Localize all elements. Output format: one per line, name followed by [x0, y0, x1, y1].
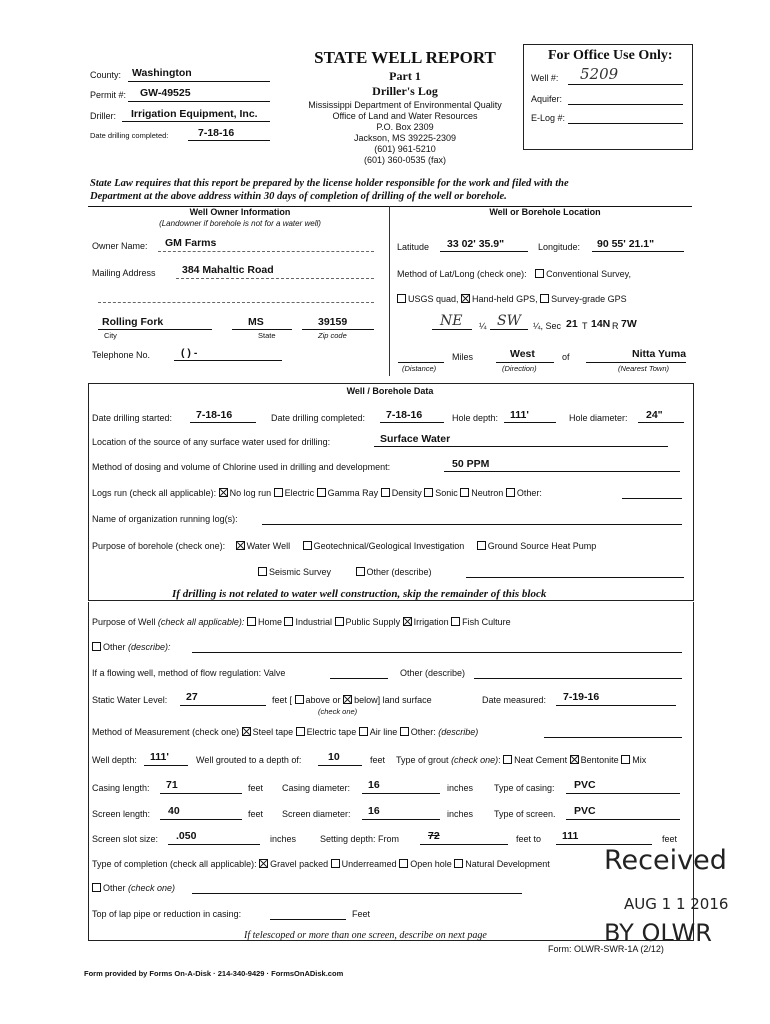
irrigation-checkbox[interactable] [403, 617, 412, 626]
other-purpose-checkbox[interactable] [356, 567, 365, 576]
range-label: R [612, 321, 619, 331]
other-completion-checkbox[interactable] [92, 883, 101, 892]
gravel-packed-checkbox[interactable] [259, 859, 268, 868]
gamma-ray-checkbox[interactable] [317, 488, 326, 497]
purpose-well-row [92, 617, 511, 628]
slot-size-label: Screen slot size: [92, 834, 159, 844]
elog-label: E-Log #: [531, 113, 566, 123]
dept-line-4: Jackson, MS 39225-2309 [353, 133, 457, 143]
driller-value[interactable]: Irrigation Equipment, Inc. [131, 108, 258, 120]
other-measure-checkbox[interactable] [400, 727, 409, 736]
screen-type-value[interactable]: PVC [574, 805, 596, 817]
flowing-other-label: Other (describe) [400, 668, 466, 678]
seismic-label: Seismic Survey [269, 567, 332, 577]
below-checkbox[interactable] [343, 695, 352, 704]
conventional-survey-label: Conventional Survey, [546, 269, 631, 279]
skip-note: If drilling is not related to water well construction, skip the remainder of this block [172, 588, 547, 600]
screen-diameter-label: Screen diameter: [282, 809, 351, 819]
form-id: Form: OLWR-SWR-1A (2/12) [548, 944, 664, 954]
permit-label: Permit #: [90, 90, 127, 100]
home-label: Home [257, 617, 282, 627]
water-well-checkbox[interactable] [236, 541, 245, 550]
electric-tape-checkbox[interactable] [296, 727, 305, 736]
no-log-run-checkbox[interactable] [219, 488, 228, 497]
purpose-well-hint: (check all applicable): [157, 617, 245, 627]
received-date-stamp: AUG 1 1 2016 [624, 895, 729, 913]
dept-line-5: (601) 961-5210 [374, 144, 436, 154]
natural-development-checkbox[interactable] [454, 859, 463, 868]
static-above-below-row [272, 695, 432, 706]
setting-to-label: feet to [516, 834, 542, 844]
latlong-method-label [397, 269, 631, 280]
town-value[interactable]: Nitta Yuma [632, 348, 687, 360]
date-started-value[interactable]: 7-18-16 [196, 409, 233, 421]
county-value[interactable]: Washington [132, 67, 192, 79]
usgs-quad-checkbox[interactable] [397, 294, 406, 303]
grout-type-hint: (check one) [451, 755, 499, 765]
handheld-gps-checkbox[interactable] [461, 294, 470, 303]
casing-diameter-value[interactable]: 16 [368, 779, 380, 791]
well-depth-value[interactable]: 111' [150, 751, 169, 763]
log-org-label: Name of organization running log(s): [92, 514, 238, 524]
latlong-options [397, 294, 627, 305]
bentonite-checkbox[interactable] [570, 755, 579, 764]
hole-diameter-value[interactable]: 24" [646, 409, 663, 421]
miles-label: Miles [452, 352, 474, 362]
above-label: above or [305, 695, 341, 705]
distance-caption: (Distance) [402, 364, 437, 373]
logs-run-row [92, 488, 542, 499]
dept-line-6: (601) 360-0535 (fax) [363, 155, 447, 165]
open-hole-label: Open hole [410, 859, 452, 869]
zip-label: Zip code [318, 331, 347, 340]
fish-culture-checkbox[interactable] [451, 617, 460, 626]
hole-depth-value[interactable]: 111' [510, 409, 529, 421]
above-checkbox[interactable] [295, 695, 304, 704]
screen-diameter-value[interactable]: 16 [368, 805, 380, 817]
well-number-value[interactable]: 5209 [580, 65, 619, 83]
date-measured-value[interactable]: 7-19-16 [563, 691, 600, 703]
measurement-hint: (check one) [192, 727, 240, 737]
usgs-quad-label: USGS quad, [408, 294, 459, 304]
latitude-value[interactable]: 33 02' 35.9" [447, 238, 505, 250]
electric-log-label: Electric [284, 488, 315, 498]
describe-caption: (describe) [438, 727, 479, 737]
grouted-label: Well grouted to a depth of: [196, 755, 302, 765]
flowing-label: If a flowing well, method of flow regulation: Valve [92, 668, 286, 678]
sonic-checkbox[interactable] [424, 488, 433, 497]
section-value[interactable]: 21 [566, 318, 578, 330]
casing-type-label: Type of casing: [494, 783, 555, 793]
driller-label: Driller: [90, 111, 116, 121]
screen-length-label: Screen length: [92, 809, 151, 819]
industrial-label: Industrial [295, 617, 333, 627]
date-started-label: Date drilling started: [92, 413, 173, 423]
screen-feet: feet [248, 809, 264, 819]
quarter-sep-1: ¼ [479, 321, 487, 331]
casing-inches: inches [447, 783, 474, 793]
grout-type-row: Type of grout (check one): Neat Cement Bentonite Mix [396, 755, 647, 765]
underreamed-checkbox[interactable] [331, 859, 340, 868]
longitude-value[interactable]: 90 55' 21.1" [597, 238, 655, 250]
static-level-value[interactable]: 27 [186, 691, 198, 703]
screen-length-value[interactable]: 40 [168, 805, 180, 817]
slot-inches: inches [270, 834, 297, 844]
dept-line-1: Mississippi Department of Environmental Quality [308, 100, 502, 110]
other-well-checkbox[interactable] [92, 642, 101, 651]
surveygrade-gps-label: Survey-grade GPS [551, 294, 627, 304]
air-line-label: Air line [369, 727, 398, 737]
no-log-run-label: No log run [229, 488, 272, 498]
grout-type-label: Type of grout [396, 755, 449, 765]
direction-caption: (Direction) [502, 364, 537, 373]
other-log-label: Other: [516, 488, 542, 498]
date-completed-label: Date drilling completed: [90, 131, 169, 140]
surveygrade-gps-checkbox[interactable] [540, 294, 549, 303]
town-caption: (Nearest Town) [618, 364, 669, 373]
of-label: of [562, 352, 570, 362]
electric-log-checkbox[interactable] [274, 488, 283, 497]
water-source-value[interactable]: Surface Water [380, 433, 451, 445]
other-completion-hint: (check one) [128, 883, 176, 893]
quarter-1-value[interactable]: NE [440, 313, 463, 329]
latlong-method-text: Method of Lat/Long (check one): [397, 269, 527, 279]
permit-value[interactable]: GW-49525 [140, 87, 191, 99]
sonic-label: Sonic [435, 488, 458, 498]
setting-from-value[interactable]: 72 [428, 830, 440, 842]
well-number-label: Well #: [531, 73, 559, 83]
check-one-caption: (check one) [318, 707, 358, 716]
date-completed-value[interactable]: 7-18-16 [198, 127, 235, 139]
longitude-label: Longitude: [538, 242, 581, 252]
date-measured-label: Date measured: [482, 695, 547, 705]
bentonite-label: Bentonite [580, 755, 619, 765]
geotechnical-checkbox[interactable] [303, 541, 312, 550]
neat-cement-checkbox[interactable] [503, 755, 512, 764]
neutron-label: Neutron [471, 488, 504, 498]
industrial-checkbox[interactable] [284, 617, 293, 626]
static-level-label: Static Water Level: [92, 695, 168, 705]
report-part: Part 1 [389, 69, 421, 83]
public-supply-checkbox[interactable] [335, 617, 344, 626]
slot-size-value[interactable]: .050 [176, 830, 197, 842]
other-purpose-label: Other (describe) [366, 567, 432, 577]
date-completed-value-2[interactable]: 7-18-16 [386, 409, 423, 421]
chlorine-value[interactable]: 50 PPM [452, 458, 490, 470]
steel-tape-checkbox[interactable] [242, 727, 251, 736]
township-label: T [582, 321, 588, 331]
underreamed-label: Underreamed [341, 859, 397, 869]
hole-depth-label: Hole depth: [452, 413, 499, 423]
neutron-checkbox[interactable] [460, 488, 469, 497]
date-completed-label-2: Date drilling completed: [271, 413, 366, 423]
direction-value[interactable]: West [510, 348, 535, 360]
telephone-label: Telephone No. [92, 350, 151, 360]
casing-diameter-label: Casing diameter: [282, 783, 351, 793]
lap-feet: Feet [352, 909, 371, 919]
density-label: Density [391, 488, 422, 498]
fish-culture-label: Fish Culture [462, 617, 511, 627]
neat-cement-label: Neat Cement [514, 755, 568, 765]
home-checkbox[interactable] [247, 617, 256, 626]
water-source-label: Location of the source of any surface water used for drilling: [92, 437, 331, 447]
purpose-borehole-row [92, 541, 596, 552]
screen-inches: inches [447, 809, 474, 819]
geotechnical-label: Geotechnical/Geological Investigation [313, 541, 465, 551]
location-heading: Well or Borehole Location [489, 207, 601, 217]
township-value[interactable]: 14N [591, 318, 611, 330]
owner-name-label: Owner Name: [92, 241, 148, 251]
notice-line-1: State Law requires that this report be prepared by the license holder responsible for the work and filed with the [90, 178, 569, 189]
mix-checkbox[interactable] [621, 755, 630, 764]
hole-diameter-label: Hole diameter: [569, 413, 628, 423]
setting-to-value[interactable]: 111 [562, 830, 579, 842]
grout-feet: feet [370, 755, 386, 765]
quarter-sec-label: ¼, Sec [533, 321, 562, 331]
other-measure-label: Other: [410, 727, 436, 737]
chlorine-label: Method of dosing and volume of Chlorine used in drilling and development: [92, 462, 391, 472]
county-label: County: [90, 70, 122, 80]
other-completion-row [92, 883, 175, 894]
density-checkbox[interactable] [381, 488, 390, 497]
air-line-checkbox[interactable] [359, 727, 368, 736]
steel-tape-label: Steel tape [252, 727, 294, 737]
owner-subheading: (Landowner if borehole is not for a water well) [159, 219, 321, 228]
state-label: State [258, 331, 276, 340]
city-value[interactable]: Rolling Fork [102, 316, 164, 328]
footer-provider: Form provided by Forms On-A-Disk · 214-340-9429 · FormsOnADisk.com [84, 969, 344, 978]
lap-pipe-label: Top of lap pipe or reduction in casing: [92, 909, 242, 919]
other-completion-label: Other [103, 883, 126, 893]
other-log-checkbox[interactable] [506, 488, 515, 497]
received-stamp: Received [604, 845, 727, 876]
purpose-well-label: Purpose of Well [92, 617, 156, 627]
range-value[interactable]: 7W [621, 318, 637, 330]
notice-line-2: Department at the above address within 30 days of completion of drilling of the well or borehole. [90, 191, 507, 202]
state-value[interactable]: MS [248, 316, 264, 328]
seismic-row [258, 567, 432, 578]
received-by-stamp: BY OLWR [604, 919, 712, 947]
other-well-row [92, 642, 171, 653]
aquifer-label: Aquifer: [531, 94, 563, 104]
mailing-address-value[interactable]: 384 Mahaltic Road [182, 264, 274, 276]
office-use-title: For Office Use Only: [548, 48, 673, 63]
owner-name-value[interactable]: GM Farms [165, 237, 217, 249]
conventional-survey-checkbox[interactable] [535, 269, 544, 278]
city-label: City [104, 331, 117, 340]
other-well-hint: (describe): [128, 642, 171, 652]
water-well-label: Water Well [246, 541, 291, 551]
handheld-gps-label: Hand-held GPS, [472, 294, 538, 304]
logs-run-label: Logs run (check all applicable): [92, 488, 217, 498]
heat-pump-checkbox[interactable] [477, 541, 486, 550]
dept-line-2: Office of Land and Water Resources [332, 111, 478, 121]
casing-length-value[interactable]: 71 [166, 779, 178, 791]
feet-above-text: feet [ [272, 695, 293, 705]
measurement-label: Method of Measurement [92, 727, 190, 737]
quarter-2-value[interactable]: SW [497, 313, 521, 329]
public-supply-label: Public Supply [345, 617, 401, 627]
report-subtitle: Driller's Log [372, 84, 438, 98]
purpose-borehole-label: Purpose of borehole (check one): [92, 541, 226, 551]
mix-label: Mix [632, 755, 647, 765]
gamma-ray-label: Gamma Ray [327, 488, 379, 498]
completion-row [92, 859, 550, 870]
mailing-address-label: Mailing Address [92, 268, 156, 278]
casing-feet: feet [248, 783, 264, 793]
casing-type-value[interactable]: PVC [574, 779, 596, 791]
dept-line-3: P.O. Box 2309 [376, 122, 434, 132]
latitude-label: Latitude [397, 242, 430, 252]
completion-label: Type of completion (check all applicable): [92, 859, 257, 869]
zip-value[interactable]: 39159 [318, 316, 348, 328]
seismic-checkbox[interactable] [258, 567, 267, 576]
setting-feet: feet [662, 834, 678, 844]
report-title: STATE WELL REPORT [314, 48, 496, 67]
telescoped-note: If telescoped or more than one screen, describe on next page [244, 930, 487, 941]
screen-type-label: Type of screen. [494, 809, 556, 819]
measurement-row [92, 727, 478, 738]
borehole-heading: Well / Borehole Data [346, 386, 434, 396]
telephone-value[interactable]: ( ) - [181, 347, 198, 359]
well-depth-label: Well depth: [92, 755, 137, 765]
open-hole-checkbox[interactable] [399, 859, 408, 868]
other-well-label: Other [103, 642, 126, 652]
gravel-packed-label: Gravel packed [270, 859, 329, 869]
below-label: below] land surface [354, 695, 432, 705]
grouted-value[interactable]: 10 [328, 751, 340, 763]
electric-tape-label: Electric tape [306, 727, 357, 737]
heat-pump-label: Ground Source Heat Pump [487, 541, 597, 551]
natural-development-label: Natural Development [465, 859, 550, 869]
owner-heading: Well Owner Information [189, 207, 291, 217]
casing-length-label: Casing length: [92, 783, 150, 793]
irrigation-label: Irrigation [413, 617, 449, 627]
setting-depth-label: Setting depth: From [320, 834, 400, 844]
